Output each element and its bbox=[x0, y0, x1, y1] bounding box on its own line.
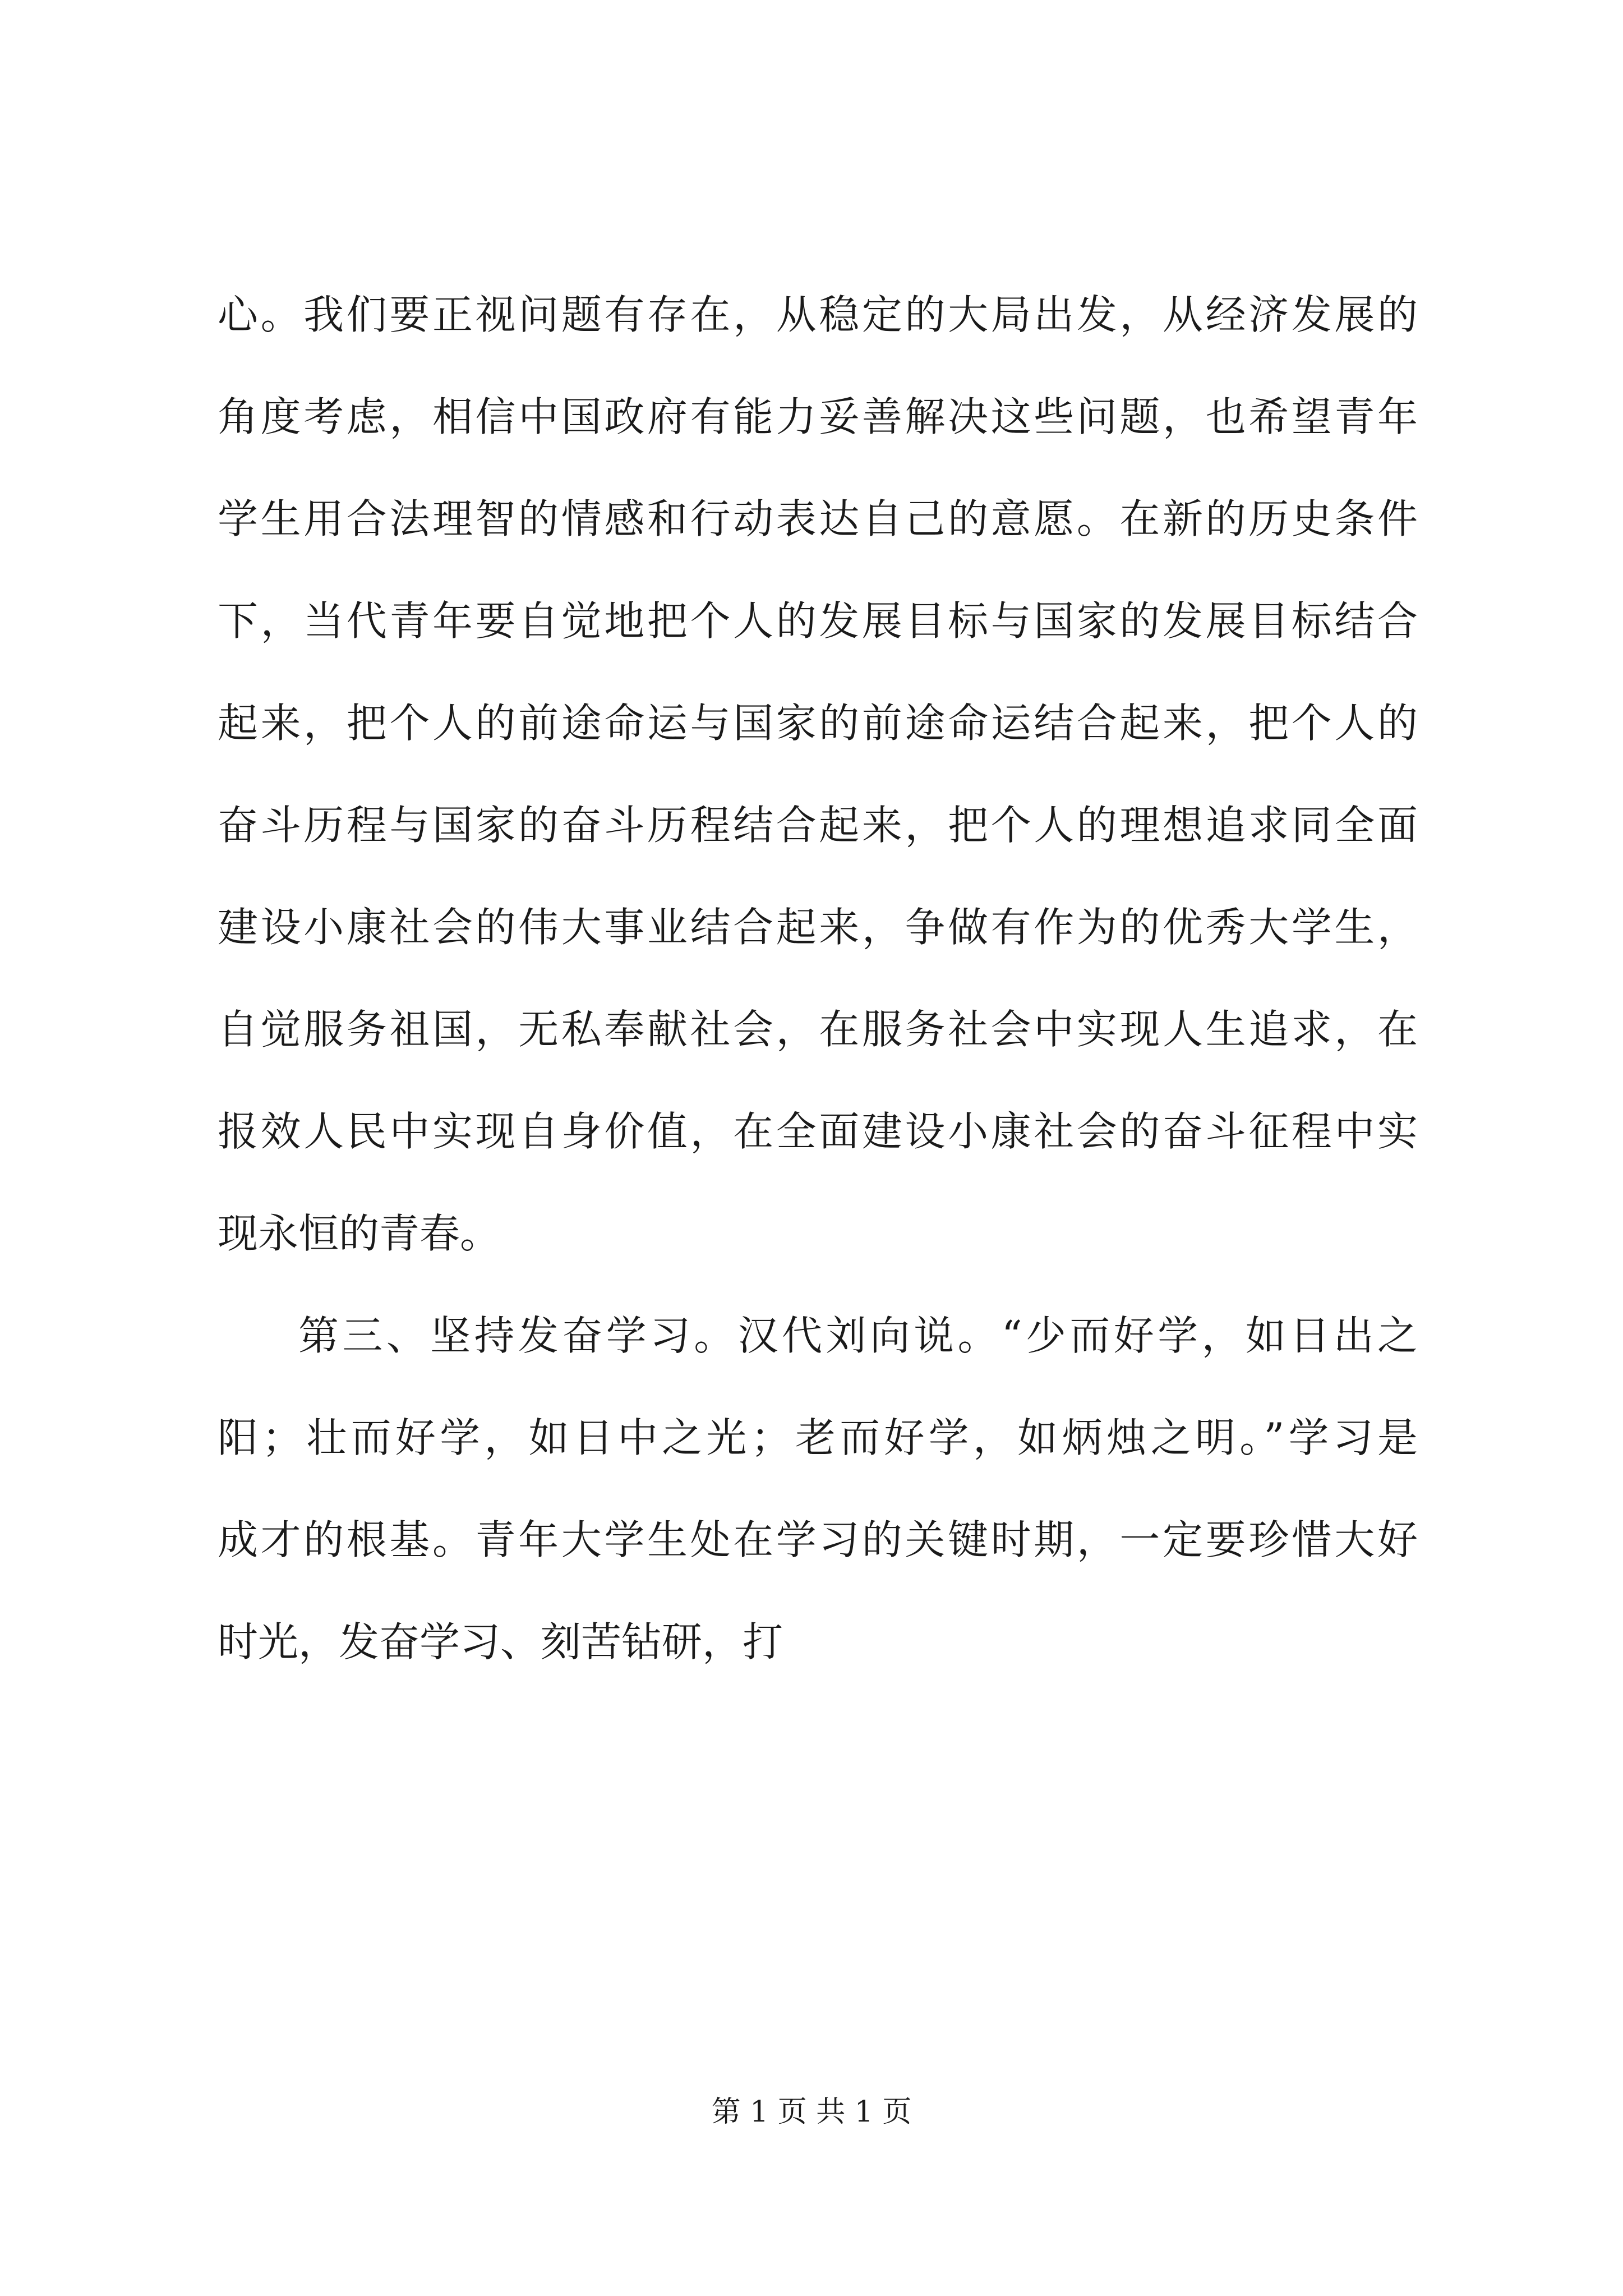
text-line: 报效人民中实现自身价值，在全面建设小康社会的奋斗征程中实 bbox=[218, 1108, 1418, 1155]
text-line: 心。我们要正视问题有存在，从稳定的大局出发，从经济发展的 bbox=[218, 291, 1418, 338]
text-line: 时光，发奋学习、刻苦钻研，打 bbox=[218, 1618, 783, 1665]
text-line: 成才的根基。青年大学生处在学习的关键时期，一定要珍惜大好 bbox=[218, 1516, 1418, 1563]
page-footer bbox=[0, 2092, 1623, 2132]
text-line: 第三、坚持发奋学习。汉代刘向说。“少而好学，如日出之 bbox=[298, 1312, 1418, 1359]
text-line: 学生用合法理智的情感和行动表达自己的意愿。在新的历史条件 bbox=[218, 495, 1418, 542]
text-line: 起来，把个人的前途命运与国家的前途命运结合起来，把个人的 bbox=[218, 700, 1418, 747]
text-line: 下，当代青年要自觉地把个人的发展目标与国家的发展目标结合 bbox=[218, 597, 1418, 645]
text-line: 建设小康社会的伟大事业结合起来，争做有作为的优秀大学生， bbox=[218, 904, 1418, 951]
paragraph-1 bbox=[218, 264, 1418, 1285]
text-line: 现永恒的青春。 bbox=[218, 1210, 501, 1257]
text-line: 角度考虑，相信中国政府有能力妥善解决这些问题，也希望青年 bbox=[218, 393, 1418, 440]
paragraph-2 bbox=[218, 1285, 1418, 1693]
text-line: 自觉服务祖国，无私奉献社会，在服务社会中实现人生追求，在 bbox=[218, 1006, 1418, 1053]
page-number-label: 第 1 页 共 1 页 bbox=[711, 2095, 912, 2129]
document-body bbox=[218, 264, 1418, 1693]
text-line: 阳；壮而好学，如日中之光；老而好学，如炳烛之明。”学习是 bbox=[218, 1414, 1418, 1461]
text-line: 奋斗历程与国家的奋斗历程结合起来，把个人的理想追求同全面 bbox=[218, 802, 1418, 849]
